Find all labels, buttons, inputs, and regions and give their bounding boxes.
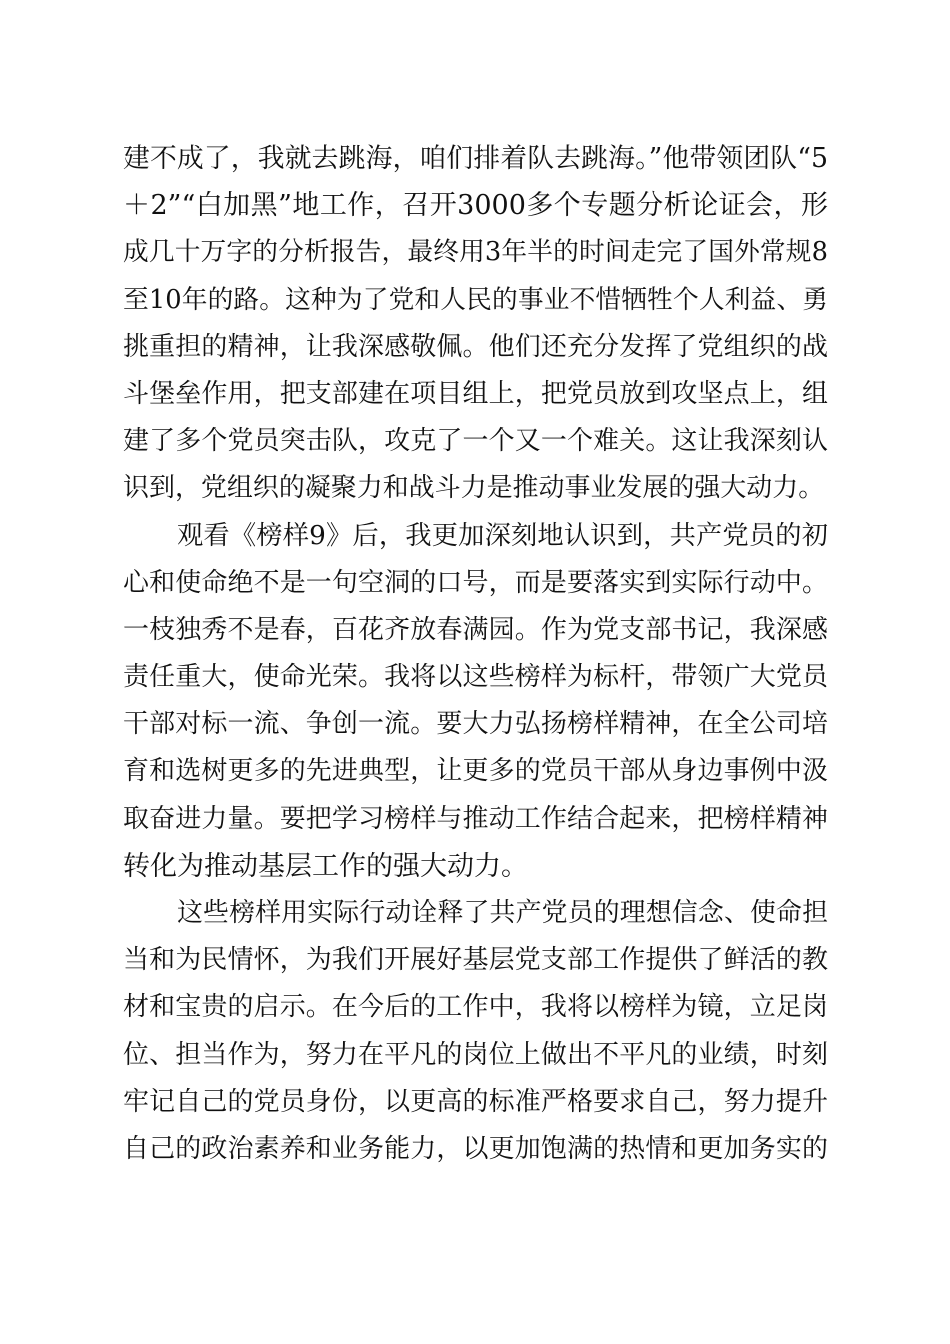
paragraph-1-line-3: 成几十万字的分析报告，最终用3年半的时间走完了国外常规8 xyxy=(123,237,828,268)
paragraph-3-line-5: 牢记自己的党员身份，以更高的标准严格要求自己，努力提升 xyxy=(123,1086,828,1117)
paragraph-3-line-1: 这些榜样用实际行动诠释了共产党员的理想信念、使命担 xyxy=(177,898,828,928)
paragraph-3-line-2: 当和为民情怀，为我们开展好基层党支部工作提供了鲜活的教 xyxy=(123,945,828,976)
paragraph-2-line-1: 观看《榜样9》后，我更加深刻地认识到，共产党员的初 xyxy=(177,520,828,551)
document-body xyxy=(123,135,828,1173)
paragraph-2-line-8: 转化为推动基层工作的强大动力。 xyxy=(123,850,528,882)
paragraph-1-line-2: ＋2”“白加黑”地工作，召开3000多个专题分析论证会，形 xyxy=(123,190,828,222)
paragraph-1-line-8: 识到，党组织的凝聚力和战斗力是推动事业发展的强大动力。 xyxy=(123,473,825,504)
paragraph-2-line-3: 一枝独秀不是春，百花齐放春满园。作为党支部书记，我深感 xyxy=(123,614,828,645)
paragraph-2-line-7: 取奋进力量。要把学习榜样与推动工作结合起来，把榜样精神 xyxy=(123,803,828,834)
paragraph-3-line-3: 材和宝贵的启示。在今后的工作中，我将以榜样为镜，立足岗 xyxy=(123,992,828,1023)
paragraph-3-line-4: 位、担当作为，努力在平凡的岗位上做出不平凡的业绩，时刻 xyxy=(123,1039,828,1070)
paragraph-1-line-4: 至10年的路。这种为了党和人民的事业不惜牺牲个人利益、勇 xyxy=(123,284,828,315)
paragraph-2-line-4: 责任重大，使命光荣。我将以这些榜样为标杆，带领广大党员 xyxy=(123,662,828,693)
paragraph-2-line-6: 育和选树更多的先进典型，让更多的党员干部从身边事例中汲 xyxy=(123,756,828,787)
paragraph-1-line-6: 斗堡垒作用，把支部建在项目组上，把党员放到攻坚点上，组 xyxy=(123,378,828,409)
paragraph-1-line-5: 挑重担的精神，让我深感敬佩。他们还充分发挥了党组织的战 xyxy=(123,331,828,362)
paragraph-3-line-6: 自己的政治素养和业务能力，以更加饱满的热情和更加务实的 xyxy=(123,1133,828,1164)
paragraph-1-line-1: 建不成了，我就去跳海，咱们排着队去跳海。”他带领团队“5 xyxy=(123,143,828,174)
paragraph-2-line-2: 心和使命绝不是一句空洞的口号，而是要落实到实际行动中。 xyxy=(123,567,828,598)
paragraph-2-line-5: 干部对标一流、争创一流。要大力弘扬榜样精神，在全公司培 xyxy=(123,709,828,740)
paragraph-1-line-7: 建了多个党员突击队，攻克了一个又一个难关。这让我深刻认 xyxy=(123,426,828,457)
